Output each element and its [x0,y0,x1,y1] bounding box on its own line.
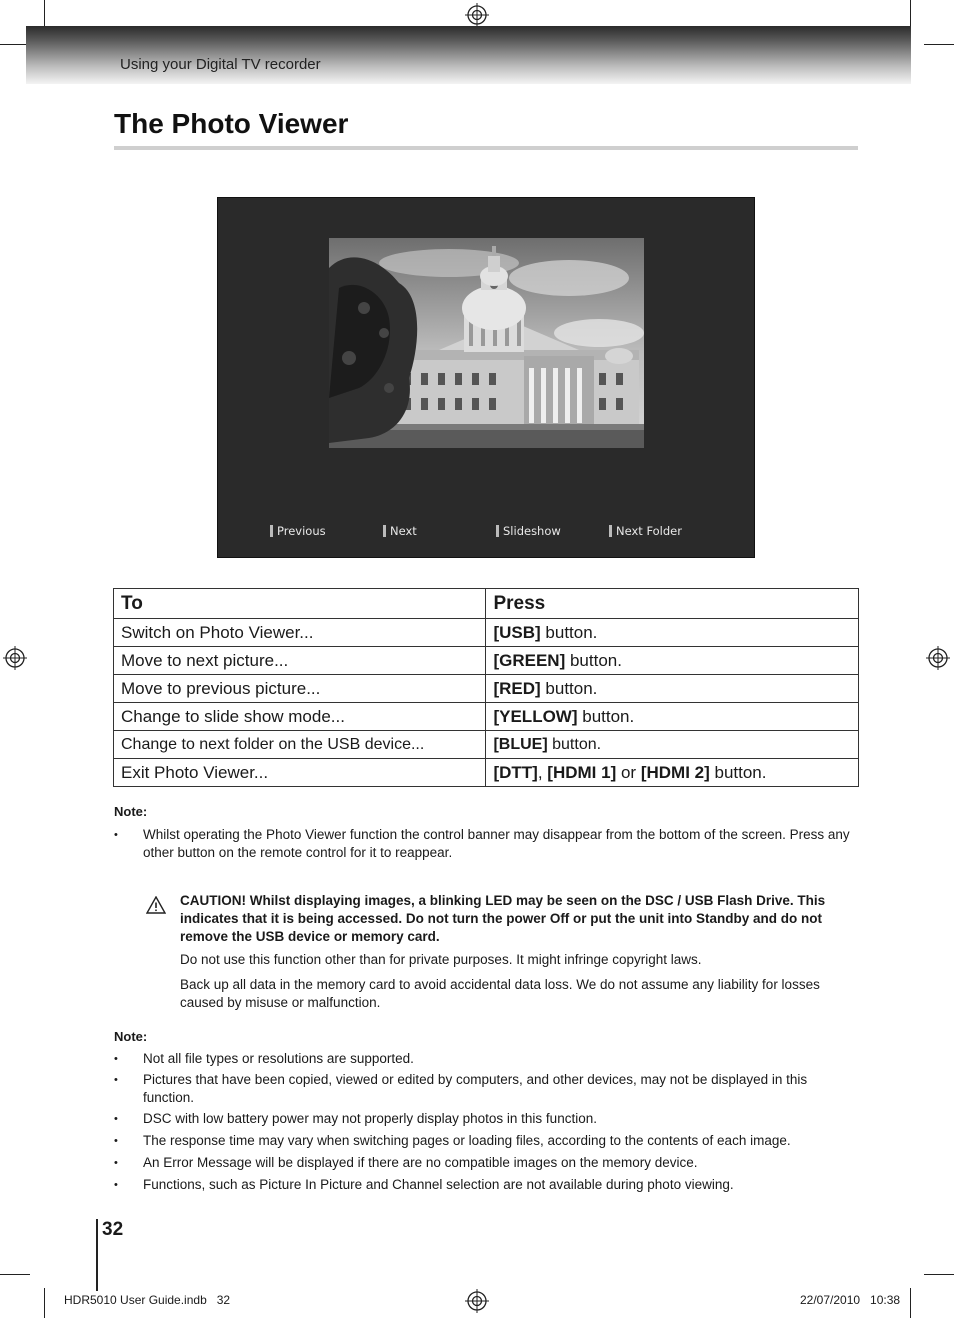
banner-label: Next [390,524,417,538]
press-suffix: button. [547,735,602,753]
note-heading: Note: [114,1029,148,1044]
separator: or [616,762,641,782]
caution-paragraph: Do not use this function other than for private purposes. It might infringe copyright laws. [180,952,702,967]
registration-mark-icon [465,1289,489,1313]
crop-mark [44,1288,45,1318]
table-row [114,703,859,731]
warning-triangle-icon [146,896,166,914]
press-suffix: button. [577,706,635,726]
crop-mark [924,44,954,45]
action-cell: Change to next folder on the USB device... [114,731,486,759]
banner-item-slideshow [496,524,561,538]
press-cell [486,619,859,647]
control-table [113,588,859,787]
page-number: 32 [102,1219,124,1240]
bullet-icon: • [114,1113,118,1125]
table-row [114,759,859,787]
crop-mark [910,1288,911,1318]
banner-item-previous [270,524,326,538]
banner-label: Next Folder [616,524,682,538]
press-cell [486,647,859,675]
banner-label: Slideshow [503,524,561,538]
registration-mark-icon [926,646,950,670]
banner-item-next-folder [609,524,682,538]
caution-text: CAUTION! Whilst displaying images, a blinking LED may be seen on the DSC / USB Flash Drive. This indicates that it is being accessed. Do not turn the power Off or put the unit into Standby and do not remove the USB device or memory card. [180,893,826,944]
table-header-row [114,589,859,619]
page-title: The Photo Viewer [114,108,349,139]
press-suffix: button. [540,678,598,698]
note-heading: Note: [114,804,148,819]
registration-mark-icon [465,3,489,27]
key-label: [BLUE] [493,735,548,753]
press-suffix: button. [709,762,767,782]
press-cell [486,731,859,759]
table-row [114,675,859,703]
action-cell: Exit Photo Viewer... [114,759,486,787]
bullet-icon: • [114,1135,118,1147]
key-label: [USB] [493,622,541,642]
crop-mark [924,1274,954,1275]
key-label: [HDMI 2] [640,762,710,782]
note-text: DSC with low battery power may not properly display photos in this function. [143,1111,597,1126]
bullet-icon: • [114,1074,118,1086]
bullet-icon: • [114,1179,118,1191]
section-label: Using your Digital TV recorder [120,56,321,73]
registration-mark-icon [3,646,27,670]
green-button-marker [383,525,386,537]
photo-viewer-screen [217,197,755,558]
key-label: [YELLOW] [493,706,578,726]
press-cell [486,703,859,731]
yellow-button-marker [496,525,499,537]
action-cell: Move to previous picture... [114,675,486,703]
note-text: Whilst operating the Photo Viewer function the control banner may disappear from the bottom of the screen. Press any other button on the remote control for it to reappear. [143,827,850,860]
crop-mark [0,1274,30,1275]
bullet-icon: • [114,1053,118,1065]
action-cell: Switch on Photo Viewer... [114,619,486,647]
footer-datetime: 22/07/2010 10:38 [800,1293,901,1307]
press-cell [486,675,859,703]
key-label: [HDMI 1] [547,762,617,782]
note-text: Pictures that have been copied, viewed or edited by computers, and other devices, may not be displayed in this function. [143,1072,808,1105]
header-band [26,26,911,84]
caution-paragraph: Back up all data in the memory card to avoid accidental data loss. We do not assume any liability for losses caused by misuse or malfunction. [180,977,820,1010]
column-header-to: To [114,589,486,619]
note-text: An Error Message will be displayed if there are no compatible images on the memory device. [143,1155,698,1170]
table-row [114,647,859,675]
table-row [114,619,859,647]
banner-label: Previous [277,524,326,538]
note-text: The response time may vary when switching pages or loading files, according to the contents of each image. [143,1133,791,1148]
key-label: [DTT] [493,762,538,782]
bullet-icon: • [114,1157,118,1169]
footer-file-info: HDR5010 User Guide.indb 32 [64,1293,231,1307]
table-row [114,731,859,759]
red-button-marker [270,525,273,537]
action-cell: Change to slide show mode... [114,703,486,731]
title-divider [114,146,858,150]
press-suffix: button. [540,622,598,642]
action-cell: Move to next picture... [114,647,486,675]
separator: , [537,762,548,782]
key-label: [GREEN] [493,650,566,670]
bullet-icon: • [114,829,118,841]
note-text: Functions, such as Picture In Picture and Channel selection are not available during photo viewing. [143,1177,734,1192]
courthouse-photo [329,238,644,448]
press-cell [486,759,859,787]
banner-item-next [383,524,417,538]
note-text: Not all file types or resolutions are supported. [143,1051,414,1066]
blue-button-marker [609,525,612,537]
column-header-press: Press [486,589,859,619]
press-suffix: button. [565,650,622,670]
key-label: [RED] [493,678,541,698]
page-number-rule [96,1219,98,1291]
